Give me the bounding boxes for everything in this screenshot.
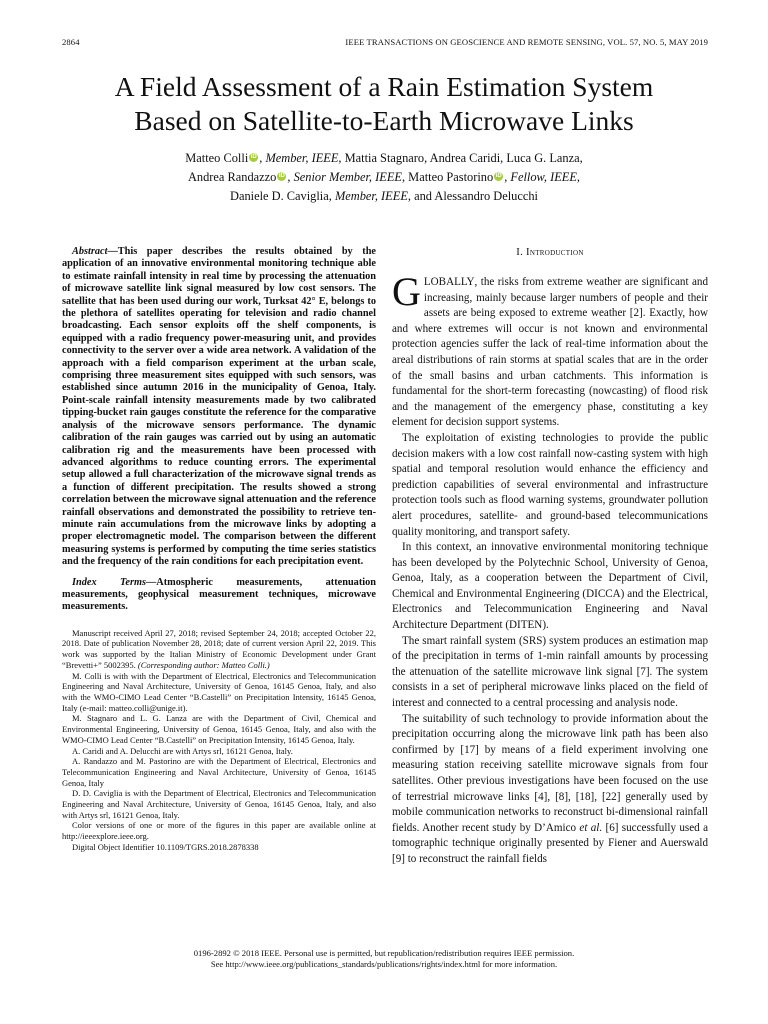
author-line-1: Matteo Colli iD , Member, IEEE, Mattia Stagnaro, Andrea Caridi, Luca G. Lanza, bbox=[185, 151, 583, 165]
intro-paragraph-3: In this context, an innovative environmental monitoring technique has been developed by the Polytechnic School, University of Genoa, Genoa, Italy, as a cooperation between the Department of Civil, Chemical and Environmental Engineering (DICCA) and the Electrical, Electronics and Telecommunication Engineering and Naval Architecture Department (DITEN). bbox=[392, 541, 708, 632]
left-column bbox=[62, 246, 376, 853]
paper-title bbox=[40, 70, 728, 138]
orcid-icon[interactable]: iD bbox=[250, 154, 257, 160]
footnote bbox=[62, 788, 376, 820]
journal-header: IEEE TRANSACTIONS ON GEOSCIENCE AND REMOTE SENSING, VOL. 57, NO. 5, MAY 2019 bbox=[345, 37, 708, 47]
author-name: and Alessandro Delucchi bbox=[414, 189, 538, 203]
index-terms bbox=[62, 577, 376, 614]
author-role: Member, IEEE bbox=[334, 189, 408, 203]
citation-emphasis: et al. bbox=[579, 821, 603, 834]
orcid-icon[interactable]: iD bbox=[495, 173, 502, 179]
author-name: Daniele D. Caviglia bbox=[230, 189, 329, 203]
copyright-line-2: See http://www.ieee.org/publications_standards/publications/rights/index.html for more information. bbox=[210, 959, 558, 969]
copyright-notice bbox=[60, 948, 708, 970]
intro-paragraph-4: The smart rainfall system (SRS) system produces an estimation map of the precipitation in terms of 1-min rainfall amounts by processing the attenuation of the satellite microwave link signal [7]. The system consists in a set of peripheral microwave links placed on the field of interest and connected to a central processing and analysis node. bbox=[392, 634, 708, 710]
footnote-text: Color versions of one or more of the figures in this paper are available online at http://ieeexplore.ieee.org. bbox=[62, 820, 376, 842]
intro-paragraph-2: The exploitation of existing technologies to provide the public decision makers with a low cost rainfall now-casting system with high spatial and temporal resolution would enhance the efficiency and prediction capabilities of several environmental and infrastructure protection tools such as flood warning systems, groundwater pollution alert procedures, satellite- and ground-based telecommunications quality monitoring, and transport safety. bbox=[392, 431, 708, 538]
right-column bbox=[392, 246, 708, 868]
index-terms-label: Index Terms bbox=[72, 576, 146, 588]
footnote-text: Manuscript received April 27, 2018; revised September 24, 2018; accepted October 22, 2018. Date of publication November 28, 2018; date of current version April 22, 2019. This work was supported by the Italian Ministry of Economic Development under Grant “Brevetti+” 5002395. bbox=[62, 627, 376, 670]
intro-paragraph-5 bbox=[392, 712, 708, 868]
footnote-text: M. Stagnaro and L. G. Lanza are with the Department of Civil, Chemical and Environmental Engineering, University of Genoa, 16145 Genoa, Italy, and also with the WMO-CIMO Lead Center “B.Castelli” on Precipitation Intensity, 16145 Genoa, Italy. bbox=[62, 713, 376, 745]
orcid-icon[interactable]: iD bbox=[278, 173, 285, 179]
footnote-text: D. D. Caviglia is with the Department of Electrical, Electronics and Telecommunication Engineering and Naval Architecture, University of Genoa, 16145 Genoa, Italy, and also with Artys srl, 16121 Genoa, Italy. bbox=[62, 788, 376, 820]
footnote bbox=[62, 628, 376, 671]
first-word: LOBALLY bbox=[423, 276, 475, 288]
page-number: 2864 bbox=[62, 37, 80, 47]
author-list bbox=[60, 149, 708, 206]
author-line-2: Andrea Randazzo iD , Senior Member, IEEE, Matteo Pastorino iD , Fellow, IEEE, bbox=[187, 170, 581, 184]
footnote bbox=[62, 671, 376, 714]
footnote-emphasis: (Corresponding author: Matteo Colli.) bbox=[135, 659, 270, 670]
author-role: Fellow, IEEE bbox=[510, 170, 577, 184]
author-name: Andrea Randazzo bbox=[187, 170, 277, 184]
author-line-3: Daniele D. Caviglia, Member, IEEE, and Alessandro Delucchi bbox=[230, 189, 538, 203]
author-role: Member, IEEE bbox=[265, 151, 339, 165]
paragraph-text: , the risks from extreme weather are significant and increasing, mainly because larger numbers of people and their assets are being exposed to extreme weather [2]. Exactly, how and where extremes will occur is not known and environmental protection agencies suffer the lack of real-time information about the areal distributions of rain storms at spatial scales that are in the order of the small basins and urban catchments. This information is fundamental for the short-term forecasting (nowcasting) of flood risk and the management of the emergency phase, constituting a key element for decision support systems. bbox=[392, 276, 708, 429]
footnote bbox=[62, 746, 376, 757]
section-heading bbox=[392, 246, 708, 259]
index-terms-dash: — bbox=[145, 576, 157, 588]
index-terms-text: Atmospheric measurements, attenuation measurements, geophysical measurement techniques, microwave measurements. bbox=[62, 576, 376, 613]
drop-cap: G bbox=[392, 269, 421, 314]
abstract-label: Abstract bbox=[72, 246, 108, 257]
footnote-text: Digital Object Identifier 10.1109/TGRS.2018.2878338 bbox=[72, 841, 259, 852]
title-line-2: Based on Satellite-to-Earth Microwave Links bbox=[134, 105, 634, 136]
footnote-text: A. Randazzo and M. Pastorino are with the Department of Electrical, Electronics and Telecommunication Engineering and Naval Architecture, University of Genoa, 16145 Genoa, Italy bbox=[62, 756, 376, 788]
section-title: Introduction bbox=[526, 247, 584, 258]
copyright-line-1: 0196-2892 © 2018 IEEE. Personal use is permitted, but republication/redistribution requires IEEE permission. bbox=[193, 948, 575, 958]
intro-paragraph-1 bbox=[392, 269, 708, 431]
running-head bbox=[62, 36, 708, 48]
paragraph-text: The suitability of such technology to provide information about the precipitation occurring along the microwave link path has been also confirmed by [17] by means of a field experiment involving one measuring station receiving satellite microwave signals from four satellites. Other previous investigations have been focused on the use of terrestrial microwave links [4], [8], [18], [22] generally used by mobile communication networks to reconstruct bi-dimensional rainfall fields. Another recent study by D’Amico bbox=[392, 712, 708, 834]
author-name: Matteo Colli bbox=[185, 151, 249, 165]
footnote bbox=[62, 756, 376, 788]
footnote bbox=[62, 842, 376, 853]
section-number: I. bbox=[516, 247, 524, 258]
author-role: Senior Member, IEEE bbox=[293, 170, 402, 184]
abstract bbox=[62, 246, 376, 569]
author-name: Matteo Pastorino bbox=[408, 170, 494, 184]
title-line-1: A Field Assessment of a Rain Estimation System bbox=[114, 71, 654, 102]
footnotes bbox=[62, 628, 376, 853]
abstract-text: This paper describes the results obtained by the application of an innovative environmental monitoring technique able to estimate rainfall intensity in real time by processing the attenuation of microwave satellite link signal measured by low cost sensors. The satellite that has been used during our work, Turksat 42° E, belongs to the plethora of satellites operating for television and radio channel broadcasting. Each sensor exploits off the shelf components, is equipped with a radio frequency power-measuring unit, and provides connectivity to the server over a wide area network. A validation of the approach with a field comparison experiment at the urban scale, comprising three measurement sites equipped with such sensors, was established since autumn 2016 in the municipality of Genoa, Italy. Point-scale rainfall intensity measurements made by two calibrated tipping-bucket rain gauges constitute the reference for the comparative analysis of the microwave sensors performance. The dynamic calibration of the rain gauges was carried out by using an automatic calibration rig and the measurements have been processed with advanced algorithms to reduce counting errors. The experimental setup allowed a full characterization of the microwave signal trends as a function of different precipitation. The results showed a strong correlation between the microwave signal attenuation and the reference rainfall observations and demonstrated the possibility to retrieve ten-minute rain accumulations from the microwave links by adopting a proper electromagnetic model. The comparison between the different measuring systems is performed by computing the time series statistics and the frequency of the rain conditions for each precipitation event. bbox=[62, 246, 376, 568]
footnote bbox=[62, 820, 376, 841]
paragraph-text: [6] successfully used a tomographic technique originally presented by Fiener and Auerswald [9] to reconstruct the rainfall fields bbox=[392, 821, 708, 865]
author-names: , Mattia Stagnaro, Andrea Caridi, Luca G. Lanza, bbox=[338, 151, 583, 165]
footnote-text: M. Colli is with with the Department of Electrical, Electronics and Telecommunication Engineering and Naval Architecture, University of Genoa, 16145 Genoa, Italy, and also with the WMO-CIMO Lead Center “B.Castelli” on Precipitation Intensity, 16145 Genoa, Italy (e-mail: matteo.colli@unige.it). bbox=[62, 670, 376, 713]
footnote-text: A. Caridi and A. Delucchi are with Artys srl, 16121 Genoa, Italy. bbox=[72, 745, 293, 756]
abstract-dash: — bbox=[107, 246, 118, 257]
footnote bbox=[62, 713, 376, 745]
